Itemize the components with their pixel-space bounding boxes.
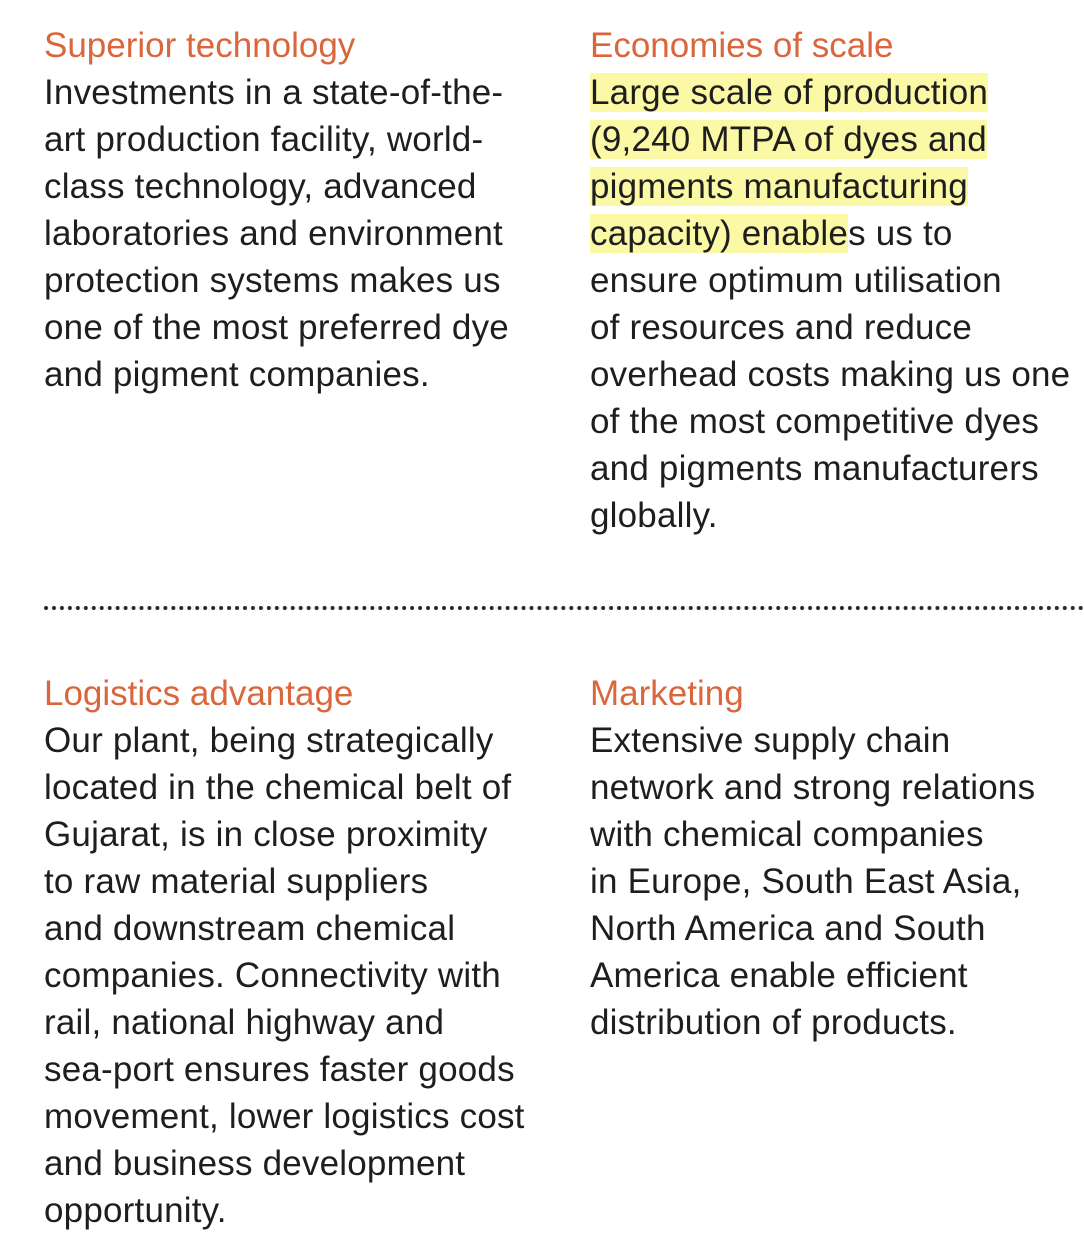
- section-economies-of-scale: [590, 22, 1084, 539]
- section-logistics-advantage: [44, 670, 564, 1234]
- section-heading: Economies of scale: [590, 26, 894, 65]
- section-heading: Marketing: [590, 674, 744, 713]
- body-text: s us to ensure optimum utilisation of resources and reduce overhead costs making us one of the most competitive dyes and pigments manufacturers globally.: [590, 214, 1071, 535]
- section-marketing: [590, 670, 1084, 1046]
- section-heading: Superior technology: [44, 26, 356, 65]
- section-superior-technology: [44, 22, 554, 398]
- section-body: [590, 69, 1084, 539]
- section-body: Investments in a state-of-the- art production facility, world- class technology, advanced laboratories and environment protection systems makes us one of the most preferred dye and pigment companies.: [44, 73, 509, 394]
- section-heading: Logistics advantage: [44, 674, 354, 713]
- highlighted-text: Large scale of production (9,240 MTPA of dyes and pigments manufacturing capacity) enable: [590, 73, 989, 253]
- section-body: Extensive supply chain network and strong relations with chemical companies in Europe, South East Asia, North America and South America enable efficient distribution of products.: [590, 721, 1036, 1042]
- section-body: Our plant, being strategically located in the chemical belt of Gujarat, is in close proximity to raw material suppliers and downstream chemical companies. Connectivity with rail, national highway and sea-port ensures faster goods movement, lower logistics cost and business development opportunity.: [44, 721, 525, 1230]
- dotted-divider: [44, 606, 1084, 610]
